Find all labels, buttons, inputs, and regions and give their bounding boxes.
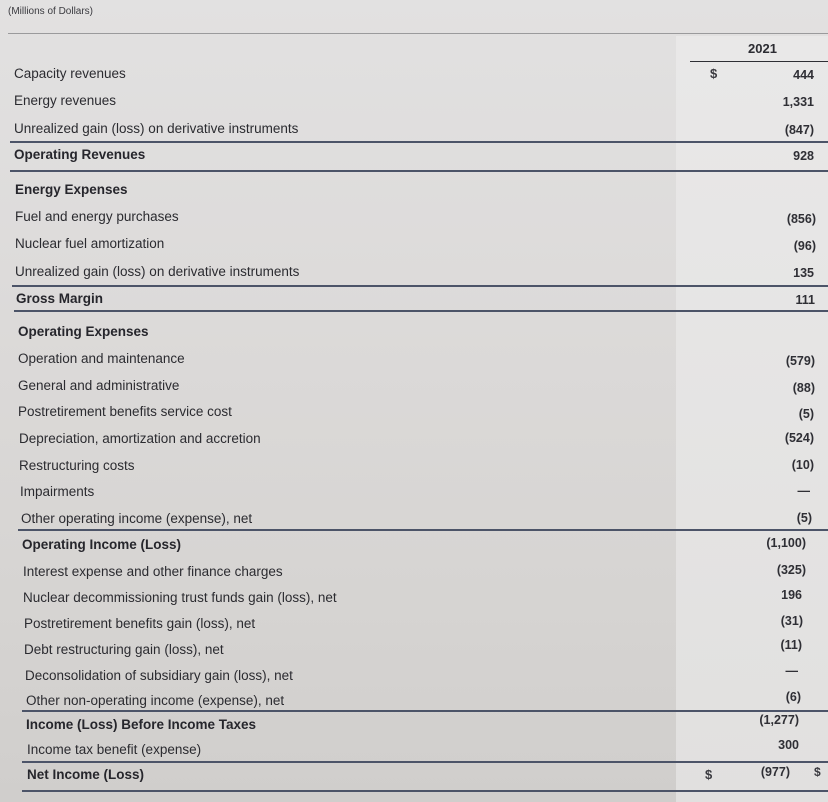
row-depreciation	[19, 431, 828, 453]
row-nuclear-decommissioning	[23, 590, 828, 612]
row-label: Operating Revenues	[14, 147, 146, 162]
row-value: (96)	[793, 239, 816, 253]
row-value: (856)	[786, 212, 816, 226]
row-value: 928	[793, 149, 814, 163]
row-value: (579)	[785, 354, 815, 368]
header-rule	[8, 33, 828, 34]
year-header-rule	[690, 61, 828, 62]
section-title: Operating Expenses	[18, 324, 149, 339]
row-label: Debt restructuring gain (loss), net	[24, 642, 224, 657]
row-nuclear-fuel-amortization	[15, 236, 828, 258]
row-label: Unrealized gain (loss) on derivative instruments	[15, 264, 300, 279]
row-energy-revenues	[14, 93, 828, 115]
row-value: (325)	[776, 563, 806, 577]
row-unrealized-gain-revenues	[14, 121, 828, 143]
row-general-administrative	[18, 378, 828, 400]
row-label: Income tax benefit (expense)	[27, 742, 202, 757]
row-label: Deconsolidation of subsidiary gain (loss), net	[25, 668, 293, 683]
row-value: (31)	[780, 614, 803, 628]
currency-symbol: $	[710, 66, 718, 81]
row-label: Income (Loss) Before Income Taxes	[26, 717, 257, 732]
row-label: Postretirement benefits gain (loss), net	[24, 616, 256, 631]
subtotal-rule	[22, 710, 828, 712]
row-label: Energy revenues	[14, 93, 117, 108]
row-value: (11)	[780, 638, 802, 652]
row-label: Depreciation, amortization and accretion	[19, 431, 261, 446]
row-value: 111	[795, 293, 815, 307]
row-label: Nuclear fuel amortization	[15, 236, 165, 251]
total-rule	[22, 790, 828, 792]
currency-symbol-trailing: $	[814, 765, 821, 779]
row-label: Postretirement benefits service cost	[18, 404, 232, 419]
row-value: (1,277)	[759, 713, 799, 727]
row-value: (5)	[796, 511, 812, 525]
row-restructuring-costs	[19, 458, 828, 480]
section-operating-expenses	[18, 324, 828, 346]
row-value: (524)	[784, 431, 814, 445]
row-net-income	[27, 767, 828, 789]
year-header: 2021	[748, 41, 777, 56]
subtotal-rule	[18, 529, 828, 531]
row-operating-revenues	[14, 147, 828, 169]
row-postretirement-gain	[24, 616, 828, 638]
row-value: (10)	[791, 458, 814, 472]
row-value: 135	[793, 266, 814, 280]
section-title: Energy Expenses	[15, 182, 128, 197]
row-label: General and administrative	[18, 378, 180, 393]
row-label: Nuclear decommissioning trust funds gain (loss), net	[23, 590, 337, 605]
total-rule	[14, 310, 828, 312]
row-label: Operating Income (Loss)	[22, 537, 182, 552]
row-label: Restructuring costs	[19, 458, 135, 473]
row-income-before-taxes	[26, 713, 828, 739]
row-operating-income	[22, 537, 828, 559]
subtotal-rule	[22, 761, 828, 763]
row-value: 444	[793, 68, 814, 82]
row-value: (6)	[785, 690, 801, 704]
row-label: Net Income (Loss)	[27, 767, 145, 782]
row-value: —	[785, 664, 798, 678]
row-label: Operation and maintenance	[18, 351, 185, 366]
row-label: Other non-operating income (expense), net	[26, 693, 285, 708]
row-value: (977)	[760, 765, 790, 779]
row-label: Fuel and energy purchases	[15, 209, 179, 224]
row-interest-expense	[23, 564, 828, 586]
section-energy-expenses	[15, 182, 828, 204]
row-label: Interest expense and other finance charges	[23, 564, 283, 579]
row-value: (1,100)	[766, 536, 806, 550]
subtotal-rule	[10, 141, 828, 143]
row-value: 1,331	[782, 95, 814, 109]
units-caption: (Millions of Dollars)	[8, 6, 94, 17]
row-value: (5)	[798, 407, 814, 421]
row-operation-maintenance	[18, 351, 828, 373]
row-debt-restructuring	[24, 638, 828, 664]
row-value: —	[797, 484, 810, 498]
row-value: (847)	[784, 123, 814, 137]
total-rule	[10, 170, 828, 172]
row-value: 300	[778, 738, 799, 752]
row-impairments	[20, 484, 828, 506]
row-label: Impairments	[20, 484, 95, 499]
row-fuel-energy-purchases	[15, 209, 828, 231]
row-label: Unrealized gain (loss) on derivative instruments	[14, 121, 299, 136]
row-label: Other operating income (expense), net	[21, 511, 253, 526]
row-deconsolidation	[25, 664, 828, 690]
row-label: Gross Margin	[16, 291, 104, 306]
row-postretirement-service-cost	[18, 404, 828, 426]
row-capacity-revenues	[14, 66, 828, 88]
row-unrealized-gain-expenses	[15, 264, 828, 286]
subtotal-rule	[12, 285, 828, 287]
row-value: 196	[781, 588, 802, 602]
currency-symbol: $	[705, 767, 713, 782]
row-value: (88)	[792, 381, 815, 395]
row-label: Capacity revenues	[14, 66, 126, 81]
